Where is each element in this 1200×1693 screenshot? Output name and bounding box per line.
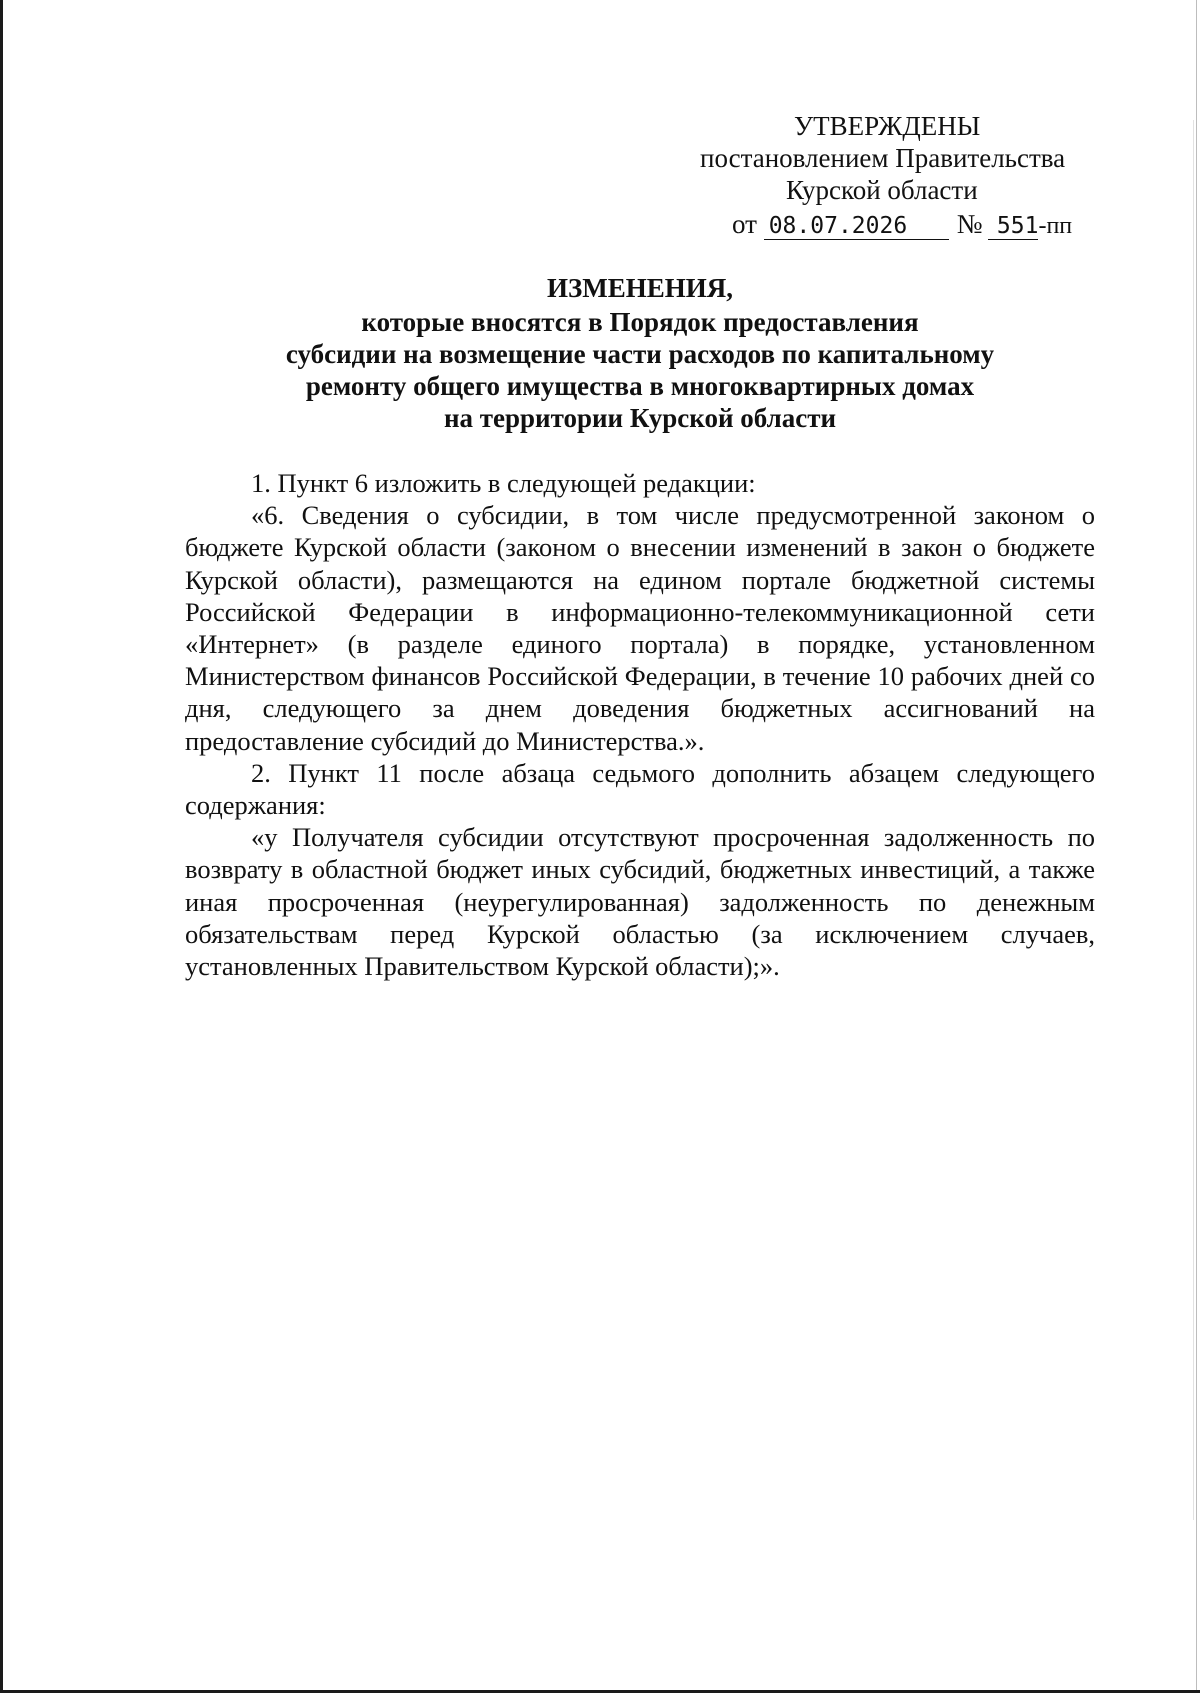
- number-sign: №: [956, 209, 983, 239]
- scan-edge-left: [0, 0, 3, 1693]
- approval-date-number: [690, 208, 1110, 242]
- date-prefix: от: [732, 209, 757, 239]
- scan-edge-right-shadow: [1193, 120, 1194, 1520]
- document-body: [185, 467, 1095, 982]
- paragraph-3: 2. Пункт 11 после абзаца седьмого дополнить абзацем следующего содержания:: [185, 757, 1095, 821]
- title-line-1: которые вносятся в Порядок предоставления: [361, 307, 919, 337]
- approval-region: Курской области: [786, 175, 978, 205]
- decree-date: 08.07.2026: [764, 213, 949, 240]
- paragraph-1: 1. Пункт 6 изложить в следующей редакции:: [251, 468, 756, 498]
- document-title: [185, 272, 1095, 434]
- title-heading: ИЗМЕНЕНИЯ,: [546, 273, 733, 303]
- title-line-4: на территории Курской области: [443, 403, 837, 433]
- paragraph-2: «6. Сведения о субсидии, в том числе предусмотренной законом о бюджете Курской области (законом о внесении изменений в закон о бюджете Курской области), размещаются на едином портале бюджетной системы Российской Федерации в информационно-телекоммуникационной сети «Интернет» (в разделе единого портала) в порядке, установленном Министерством финансов Российской Федерации, в течение 10 рабочих дней со дня, следующего за днем доведения бюджетных ассигнований на предоставление субсидий до Министерства.».: [185, 500, 1095, 756]
- title-line-3: ремонту общего имущества в многоквартирных домах: [305, 371, 975, 401]
- paragraph-4: «у Получателя субсидии отсутствуют просроченная задолженность по возврату в областной бюджет иных субсидий, бюджетных инвестиций, а также иная просроченная (неурегулированная) задолженность по денежным обязательствам перед Курской областью (за исключением случаев, установленных Правительством Курской области);».: [185, 822, 1095, 982]
- scan-edge-right: [1196, 0, 1197, 1693]
- decree-number: 551: [988, 213, 1038, 240]
- approval-block: [690, 110, 1110, 242]
- approval-heading: УТВЕРЖДЕНЫ: [794, 111, 981, 141]
- title-line-2: субсидии на возмещение части расходов по капитальному: [285, 339, 995, 369]
- decree-number-suffix: -пп: [1038, 213, 1073, 239]
- approval-decree: постановлением Правительства: [700, 143, 1066, 173]
